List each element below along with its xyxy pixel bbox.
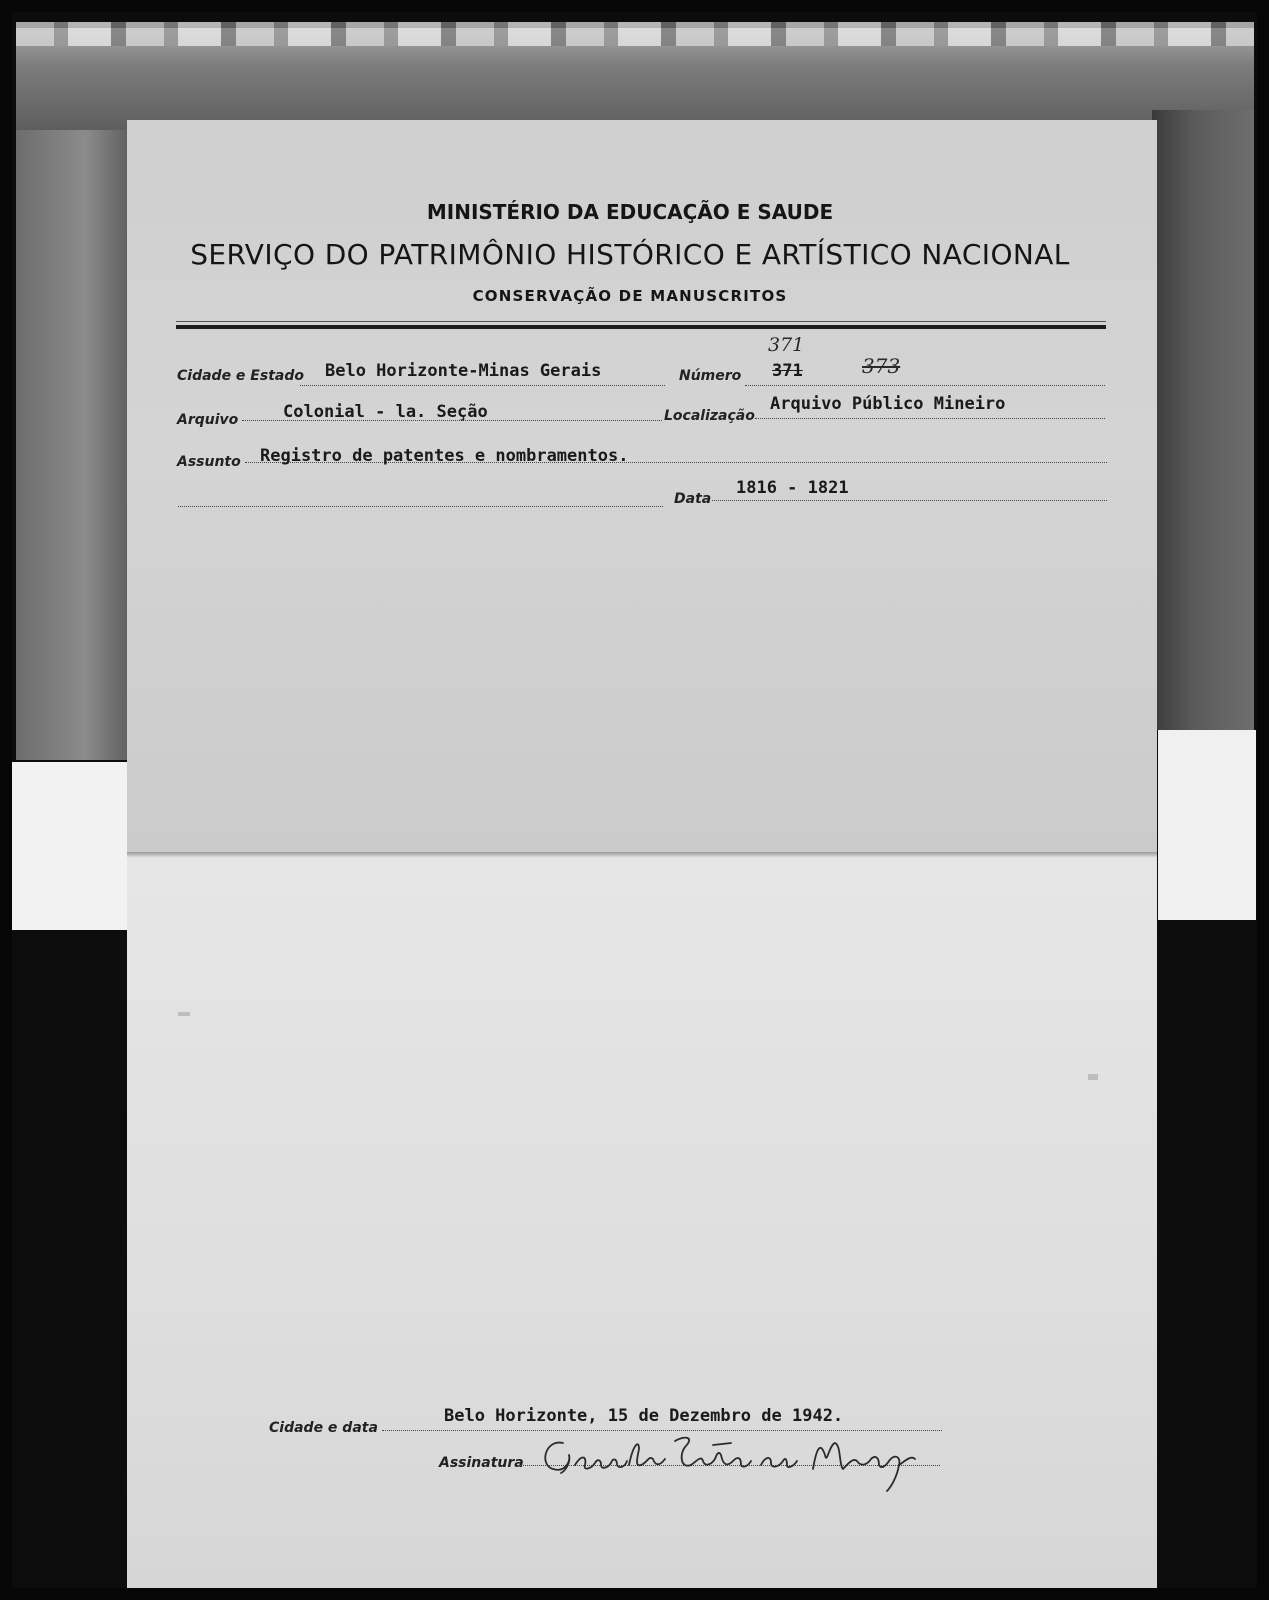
- assinatura-label: Assinatura: [439, 1455, 524, 1471]
- numero-handwritten: 371: [768, 334, 805, 356]
- data-dotted-line: [712, 500, 1107, 501]
- handwritten-signature: [535, 1425, 945, 1495]
- data-value: 1816 - 1821: [736, 478, 849, 498]
- section-heading: CONSERVAÇÃO DE MANUSCRITOS: [472, 287, 788, 305]
- cidade-value: Belo Horizonte-Minas Gerais: [325, 361, 602, 381]
- assunto-value: Registro de patentes e nombramentos.: [260, 446, 629, 466]
- header-rule: [176, 325, 1106, 329]
- localizacao-value: Arquivo Público Mineiro: [770, 394, 1006, 414]
- cidade-data-label: Cidade e data: [269, 1420, 378, 1436]
- data-label: Data: [674, 491, 712, 507]
- localizacao-dotted-line: [755, 418, 1105, 419]
- cidade-data-value: Belo Horizonte, 15 de Dezembro de 1942.: [444, 1406, 844, 1426]
- numero-label: Número: [679, 368, 742, 384]
- cidade-dotted-line: [300, 385, 665, 386]
- white-strip-right: [1158, 730, 1256, 920]
- form-sheet-upper: [127, 120, 1157, 855]
- assunto-label: Assunto: [177, 454, 241, 470]
- cidade-label: Cidade e Estado: [177, 368, 304, 384]
- arquivo-value: Colonial - la. Seção: [283, 402, 488, 422]
- numero-struck: 373: [862, 354, 901, 378]
- backing-board-left: [16, 130, 132, 760]
- blank-dotted-line: [178, 506, 663, 507]
- numero-dotted-line: [745, 385, 1105, 386]
- scan-speck: [1088, 1074, 1098, 1080]
- ministry-heading: MINISTÉRIO DA EDUCAÇÃO E SAUDE: [426, 200, 834, 224]
- service-heading: SERVIÇO DO PATRIMÔNIO HISTÓRICO E ARTÍSTICO NACIONAL: [190, 238, 1070, 271]
- torn-edge: [16, 22, 1254, 46]
- scan-speck: [178, 1012, 190, 1016]
- white-strip-left: [12, 762, 132, 930]
- numero-value: 371: [772, 361, 803, 381]
- header-rule-thin: [176, 321, 1106, 322]
- backing-board-right: [1152, 110, 1254, 730]
- localizacao-label: Localização: [664, 408, 755, 424]
- arquivo-label: Arquivo: [177, 412, 239, 428]
